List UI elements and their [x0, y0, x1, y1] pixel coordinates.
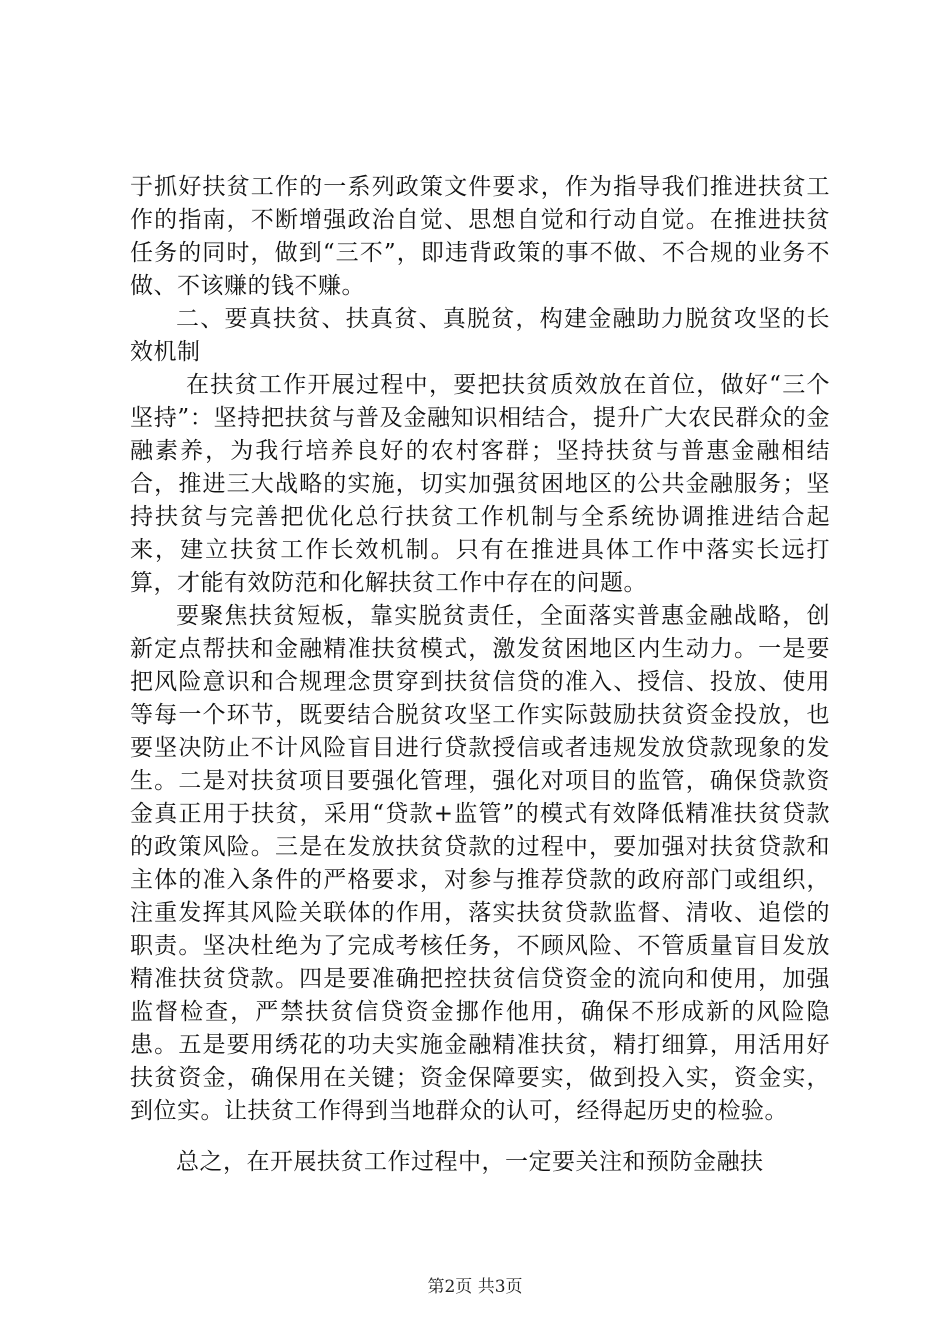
- section-heading-long-term-mechanism: 二、要真扶贫、扶真贫、真脱贫，构建金融助力脱贫攻坚的长效机制: [130, 306, 830, 365]
- paragraph-policy-requirements: 于抓好扶贫工作的一系列政策文件要求，作为指导我们推进扶贫工作的指南，不断增强政治自觉、思想自觉和行动自觉。在推进扶贫任务的同时，做到“三不”，即违背政策的事不做、不合规的业务不做、不该赚的钱不赚。: [130, 174, 830, 299]
- paragraph-spacer: [130, 1128, 830, 1146]
- paragraph-risk-control-measures: 要聚焦扶贫短板，靠实脱贫责任，全面落实普惠金融战略，创新定点帮扶和金融精准扶贫模式，激发贫困地区内生动力。一是要把风险意识和合规理念贯穿到扶贫信贷的准入、授信、投放、使用等每一个环节，既要结合脱贫攻坚工作实际鼓励扶贫资金投放，也要坚决防止不计风险盲目进行贷款授信或者违规发放贷款现象的发生。二是对扶贫项目要强化管理，强化对项目的监管，确保贷款资金真正用于扶贫，采用“贷款+监管”的模式有效降低精准扶贫贷款的政策风险。三是在发放扶贫贷款的过程中，要加强对扶贫贷款和主体的准入条件的严格要求，对参与推荐贷款的政府部门或组织，注重发挥其风险关联体的作用，落实扶贫贷款监督、清收、追偿的职责。坚决杜绝为了完成考核任务，不顾风险、不管质量盲目发放精准扶贫贷款。四是要准确把控扶贫信贷资金的流向和使用，加强监督检查，严禁扶贫信贷资金挪作他用，确保不形成新的风险隐患。五是要用绣花的功夫实施金融精准扶贫，精打细算，用活用好扶贫资金，确保用在关键；资金保障要实，做到投入实，资金实，到位实。让扶贫工作得到当地群众的认可，经得起历史的检验。: [130, 603, 830, 1124]
- paragraph-three-persistences: 在扶贫工作开展过程中，要把扶贫质效放在首位，做好“三个坚持”：坚持把扶贫与普及金融知识相结合，提升广大农民群众的金融素养，为我行培养良好的农村客群；坚持扶贫与普惠金融相结合，推进三大战略的实施，切实加强贫困地区的公共金融服务；坚持扶贫与完善把优化总行扶贫工作机制与全系统协调推进结合起来，建立扶贫工作长效机制。只有在推进具体工作中落实长远打算，才能有效防范和化解扶贫工作中存在的问题。: [130, 372, 830, 596]
- paragraph-conclusion: 总之，在开展扶贫工作过程中，一定要关注和预防金融扶: [176, 1149, 764, 1175]
- document-body: [130, 171, 830, 1179]
- page-number-footer: 第2页 共3页: [427, 1277, 523, 1297]
